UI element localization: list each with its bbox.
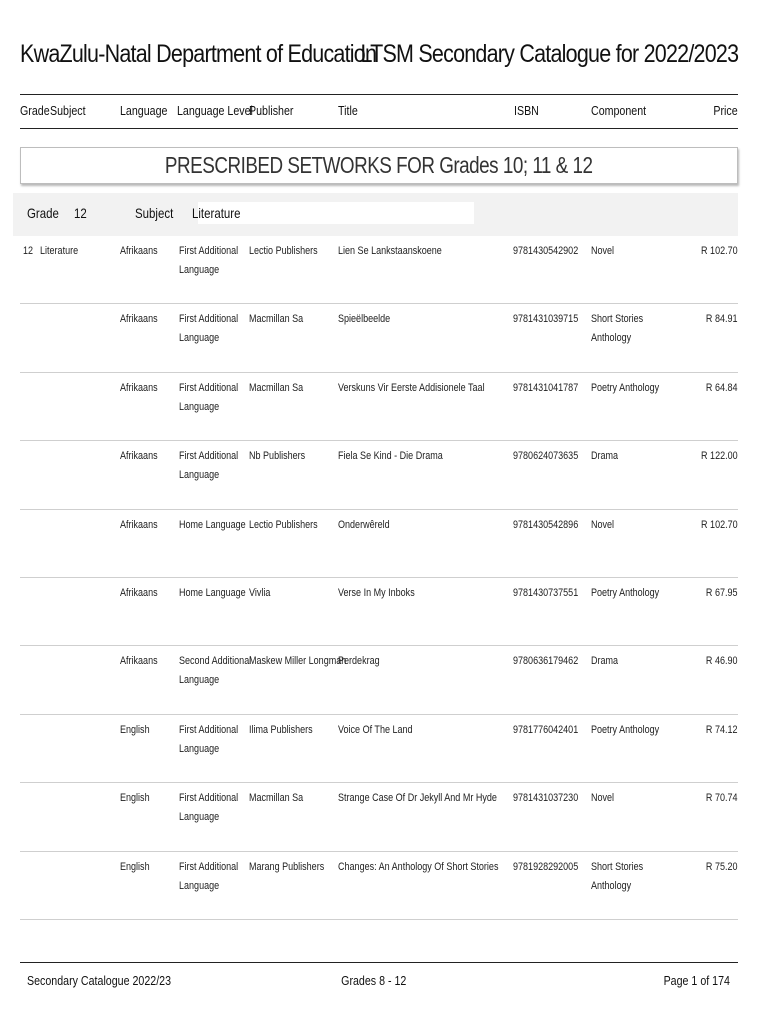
col-language-level: Language Level — [177, 103, 253, 118]
cell-isbn: 9781431037230 — [513, 792, 579, 805]
cell-grade: 12 — [23, 245, 34, 257]
cell-language: Afrikaans — [120, 381, 158, 394]
page-footer — [20, 962, 738, 1002]
footer-catalogue: Secondary Catalogue 2022/23 — [27, 973, 172, 988]
section-banner-title: PRESCRIBED SETWORKS FOR Grades 10; 11 & 12 — [165, 152, 593, 178]
cell-language-level-line: Home Language — [179, 586, 246, 599]
col-component: Component — [591, 103, 647, 118]
cell-language-level-line: Language — [179, 742, 220, 755]
cell-publisher: Lectio Publishers — [249, 518, 318, 531]
cell-price: R 70.74 — [706, 792, 738, 805]
cell-language-level-line: First Additional — [179, 723, 239, 736]
col-price: Price — [713, 103, 738, 118]
cell-language-level-line: Language — [179, 400, 220, 413]
section-banner — [20, 147, 738, 184]
cell-component-line: Short Stories — [591, 313, 644, 326]
table-row — [20, 783, 738, 851]
cell-component-line: Anthology — [591, 332, 632, 345]
cell-component — [591, 379, 659, 398]
cell-language: Afrikaans — [120, 450, 158, 463]
col-subject: Subject — [50, 103, 86, 118]
cell-component — [591, 584, 659, 603]
col-title: Title — [338, 103, 358, 118]
cell-language: Afrikaans — [120, 313, 158, 326]
cell-isbn: 9781430737551 — [513, 586, 579, 599]
cell-component-line: Drama — [591, 655, 619, 668]
cell-language: Afrikaans — [120, 245, 158, 257]
cell-language-level-line: Home Language — [179, 518, 246, 531]
cell-publisher: Macmillan Sa — [249, 792, 304, 805]
cell-language-level — [179, 379, 238, 417]
cell-language: English — [120, 723, 150, 736]
cell-price: R 102.70 — [701, 245, 738, 257]
cell-language: English — [120, 860, 150, 873]
footer-grades: Grades 8 - 12 — [341, 973, 407, 988]
cell-isbn: 9781776042401 — [513, 723, 579, 736]
cell-component — [591, 447, 618, 466]
cell-title: Spieëlbeelde — [338, 313, 391, 326]
cell-title: Fiela Se Kind - Die Drama — [338, 450, 443, 463]
group-header — [13, 193, 738, 236]
cell-title: Changes: An Anthology Of Short Stories — [338, 860, 499, 873]
cell-component — [591, 652, 618, 671]
cell-component-line: Novel — [591, 245, 615, 257]
cell-language-level-line: Language — [179, 264, 220, 276]
cell-language-level-line: First Additional — [179, 450, 239, 463]
cell-price: R 64.84 — [706, 381, 738, 394]
cell-language-level — [179, 652, 251, 690]
cell-publisher: Vivlia — [249, 586, 271, 599]
table-row — [20, 715, 738, 783]
group-subject-value: Literature — [192, 205, 241, 221]
cell-language-level-line: Second Additional — [179, 655, 252, 668]
table-row — [20, 646, 738, 714]
table-row — [20, 852, 738, 920]
cell-isbn: 9781928292005 — [513, 860, 579, 873]
footer-page-number: Page 1 of 174 — [663, 973, 730, 988]
cell-component — [591, 310, 643, 348]
cell-component — [591, 242, 614, 261]
cell-component-line: Poetry Anthology — [591, 586, 660, 599]
cell-language-level — [179, 721, 238, 759]
cell-language-level — [179, 242, 238, 280]
cell-publisher: Ilima Publishers — [249, 723, 313, 736]
table-row — [20, 373, 738, 441]
cell-title: Lien Se Lankstaanskoene — [338, 245, 442, 257]
cell-language-level-line: First Additional — [179, 245, 239, 257]
table-row — [20, 578, 738, 646]
cell-price: R 122.00 — [701, 450, 738, 463]
cell-component — [591, 721, 659, 740]
cell-component — [591, 858, 643, 896]
table-row — [20, 304, 738, 372]
cell-language-level — [179, 447, 238, 485]
cell-language-level-line: Language — [179, 811, 220, 824]
cell-isbn: 9781431039715 — [513, 313, 579, 326]
cell-language-level-line: First Additional — [179, 313, 239, 326]
cell-isbn: 9781430542902 — [513, 245, 579, 257]
col-isbn: ISBN — [514, 103, 539, 118]
cell-component-line: Drama — [591, 450, 619, 463]
page-header — [20, 40, 738, 80]
cell-component-line: Novel — [591, 518, 615, 531]
group-grade-value: 12 — [74, 205, 87, 221]
cell-language-level-line: Language — [179, 332, 220, 345]
cell-language-level-line: Language — [179, 469, 220, 482]
cell-price: R 46.90 — [706, 655, 738, 668]
cell-price: R 67.95 — [706, 586, 738, 599]
cell-title: Verskuns Vir Eerste Addisionele Taal — [338, 381, 485, 394]
cell-component-line: Short Stories — [591, 860, 644, 873]
cell-language-level-line: Language — [179, 674, 220, 687]
table-row — [20, 510, 738, 578]
department-title: KwaZulu-Natal Department of Education — [20, 40, 377, 68]
cell-language-level-line: First Additional — [179, 381, 239, 394]
cell-isbn: 9781430542896 — [513, 518, 579, 531]
cell-isbn: 9780636179462 — [513, 655, 579, 668]
cell-language-level — [179, 516, 246, 535]
cell-language-level-line: First Additional — [179, 860, 239, 873]
catalogue-title: LTSM Secondary Catalogue for 2022/2023 — [360, 40, 738, 68]
group-grade-label: Grade — [27, 205, 59, 221]
cell-language-level — [179, 310, 238, 348]
cell-component — [591, 516, 614, 535]
cell-publisher: Macmillan Sa — [249, 313, 304, 326]
cell-title: Voice Of The Land — [338, 723, 413, 736]
cell-isbn: 9780624073635 — [513, 450, 579, 463]
cell-language-level — [179, 584, 246, 603]
cell-title: Strange Case Of Dr Jekyll And Mr Hyde — [338, 792, 497, 805]
cell-component-line: Poetry Anthology — [591, 723, 660, 736]
cell-language: Afrikaans — [120, 655, 158, 668]
cell-publisher: Nb Publishers — [249, 450, 306, 463]
cell-component-line: Novel — [591, 792, 615, 805]
col-grade: Grade — [20, 103, 50, 118]
col-language: Language — [120, 103, 168, 118]
cell-language: Afrikaans — [120, 586, 158, 599]
cell-language-level — [179, 789, 238, 827]
cell-title: Verse In My Inboks — [338, 586, 415, 599]
cell-price: R 74.12 — [706, 723, 738, 736]
cell-publisher: Marang Publishers — [249, 860, 325, 873]
cell-subject: Literature — [40, 245, 79, 257]
cell-component-line: Poetry Anthology — [591, 381, 660, 394]
cell-language: Afrikaans — [120, 518, 158, 531]
cell-publisher: Lectio Publishers — [249, 245, 318, 257]
group-subject-label: Subject — [135, 205, 174, 221]
catalogue-table — [20, 236, 738, 920]
cell-title: Onderwêreld — [338, 518, 390, 531]
table-row — [20, 441, 738, 509]
column-header-row — [20, 94, 738, 129]
cell-isbn: 9781431041787 — [513, 381, 579, 394]
cell-language-level-line: First Additional — [179, 792, 239, 805]
cell-publisher: Macmillan Sa — [249, 381, 304, 394]
cell-price: R 102.70 — [701, 518, 738, 531]
cell-language: English — [120, 792, 150, 805]
cell-price: R 84.91 — [706, 313, 738, 326]
cell-language-level-line: Language — [179, 879, 220, 892]
cell-title: Perdekrag — [338, 655, 380, 668]
cell-component — [591, 789, 614, 808]
cell-price: R 75.20 — [706, 860, 738, 873]
cell-component-line: Anthology — [591, 879, 632, 892]
col-publisher: Publisher — [249, 103, 294, 118]
table-row — [20, 236, 738, 304]
cell-publisher: Maskew Miller Longman — [249, 655, 347, 668]
cell-language-level — [179, 858, 238, 896]
